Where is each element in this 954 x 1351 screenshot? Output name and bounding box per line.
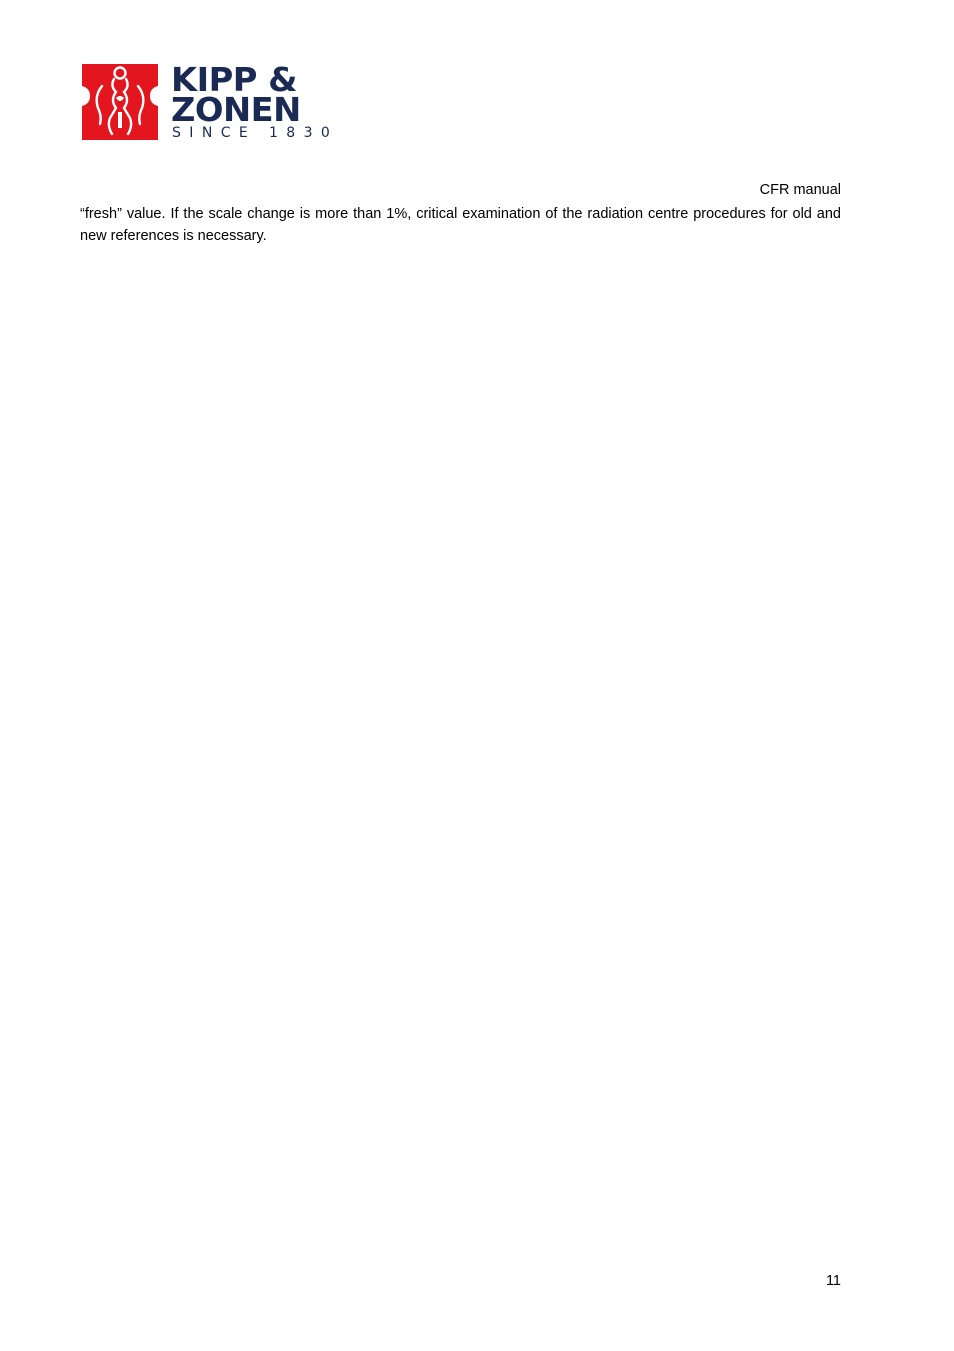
logo-wordmark [171,62,342,144]
logo-text-line1: KIPP & [171,60,297,99]
page-number: 11 [825,1273,841,1289]
running-head: CFR manual [759,182,841,198]
logo-tagline: SINCE 1830 [172,125,339,141]
company-logo [80,62,342,144]
logo-text-line2: ZONEN [171,90,301,129]
kipp-zonen-emblem-icon [80,62,160,142]
body-paragraph: “fresh” value. If the scale change is more than 1%, critical examination of the radiation centre procedures for old and new references is necessary. [80,206,841,244]
